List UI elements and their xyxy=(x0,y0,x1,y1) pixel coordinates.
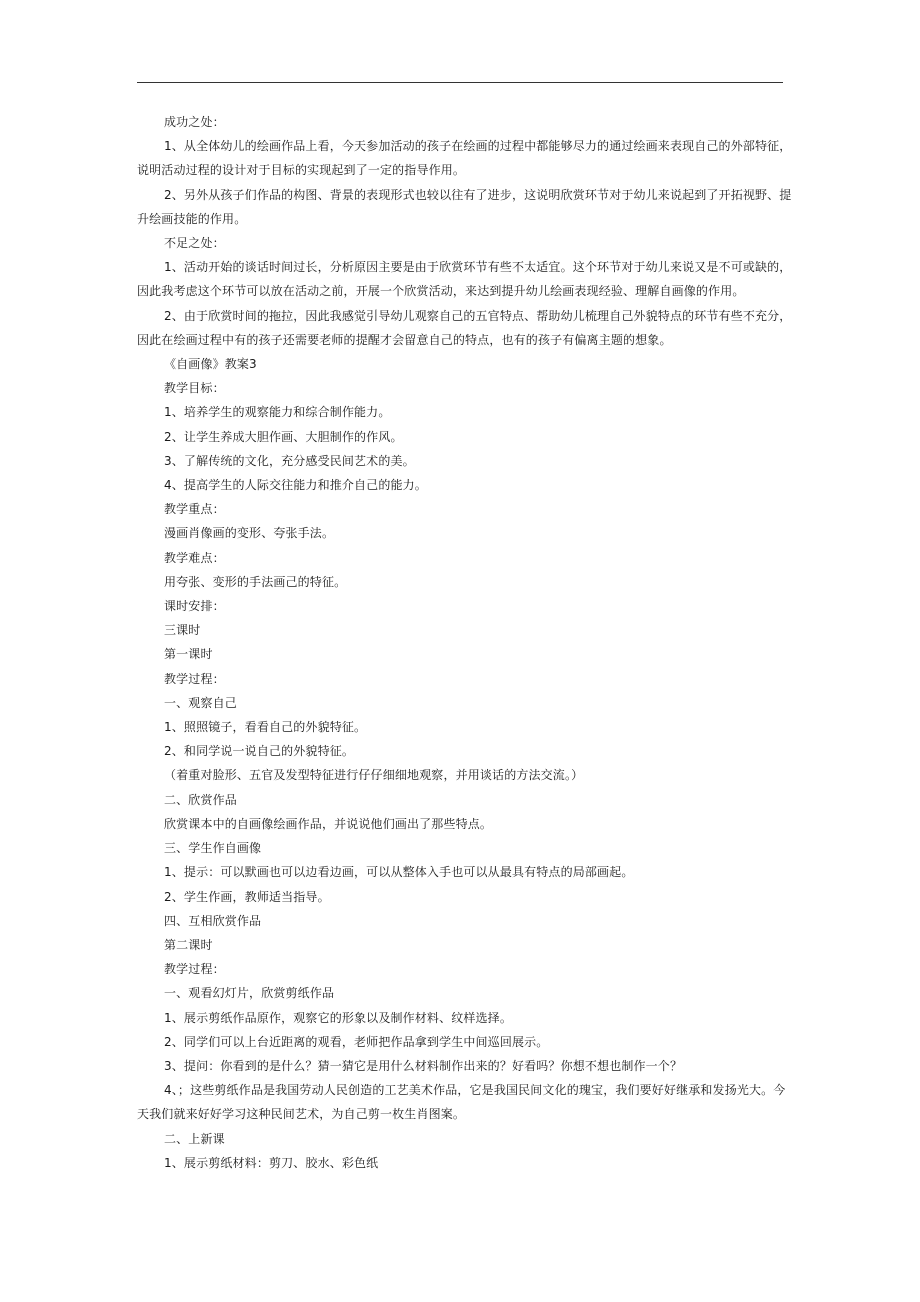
paragraph: 用夸张、变形的手法画己的特征。 xyxy=(164,574,347,589)
paragraph: 成功之处： xyxy=(164,115,225,129)
paragraph: 1、展示剪纸材料：剪刀、胶水、彩色纸 xyxy=(164,1155,379,1170)
paragraph: 教学重点： xyxy=(164,502,225,517)
paragraph: 3、提问：你看到的是什么？猜一猜它是用什么材料制作出来的？好看吗？你想不想也制作一个？ xyxy=(164,1058,683,1073)
header-rule xyxy=(137,82,783,83)
paragraph: 教学过程： xyxy=(164,962,225,977)
paragraph: 1、照照镜子，看看自己的外貌特征。 xyxy=(164,720,367,735)
paragraph: 2、由于欣赏时间的拖拉，因此我感觉引导幼儿观察自己的五官特点、帮助幼儿梳理自己外貌特点的环节有些不充分，因此在绘画过程中有的孩子还需要老师的提醒才会留意自己的特点，也有的孩子有偏离主题的想象。 xyxy=(137,308,792,347)
paragraph: 2、同学们可以上台近距离的观看，老师把作品拿到学生中间巡回展示。 xyxy=(164,1034,549,1049)
paragraph: 课时安排： xyxy=(164,599,225,614)
paragraph: 1、提示：可以默画也可以边看边画，可以从整体入手也可以从最具有特点的局部画起。 xyxy=(164,865,634,880)
paragraph: 四、互相欣赏作品 xyxy=(164,913,262,928)
paragraph: 一、观察自己 xyxy=(164,695,237,710)
paragraph: 三、学生作自画像 xyxy=(164,841,262,856)
paragraph: 教学过程： xyxy=(164,671,225,686)
paragraph: 1、活动开始的谈话时间过长，分析原因主要是由于欣赏环节有些不太适宜。这个环节对于幼儿来说又是不可或缺的，因此我考虑这个环节可以放在活动之前，开展一个欣赏活动，来达到提升幼儿绘画表现经验、理解自画像的作用。 xyxy=(137,260,792,299)
paragraph: 1、培养学生的观察能力和综合制作能力。 xyxy=(164,405,391,420)
paragraph: 不足之处： xyxy=(164,236,225,251)
paragraph: 漫画肖像画的变形、夸张手法。 xyxy=(164,526,335,541)
paragraph: 2、让学生养成大胆作画、大胆制作的作风。 xyxy=(164,429,403,444)
paragraph: 4、提高学生的人际交往能力和推介自己的能力。 xyxy=(164,478,427,493)
paragraph: 三课时 xyxy=(164,623,201,638)
paragraph: 第一课时 xyxy=(164,647,213,662)
paragraph: 1、从全体幼儿的绘画作品上看，今天参加活动的孩子在绘画的过程中都能够尽力的通过绘画来表现自己的外部特征，说明活动过程的设计对于目标的实现起到了一定的指导作用。 xyxy=(137,139,792,178)
paragraph: 欣赏课本中的自画像绘画作品，并说说他们画出了那些特点。 xyxy=(164,816,493,831)
paragraph: 2、学生作画，教师适当指导。 xyxy=(164,889,330,904)
paragraph: 二、欣赏作品 xyxy=(164,792,237,807)
paragraph: 二、上新课 xyxy=(164,1131,225,1146)
paragraph: 1、展示剪纸作品原作，观察它的形象以及制作材料、纹样选择。 xyxy=(164,1010,512,1025)
paragraph: 一、观看幻灯片，欣赏剪纸作品 xyxy=(164,986,335,1001)
paragraph: （着重对脸形、五官及发型特征进行仔仔细细地观察，并用谈话的方法交流。） xyxy=(164,768,584,783)
document-body xyxy=(137,110,793,1175)
paragraph: 教学难点： xyxy=(164,550,225,565)
section-title: 《自画像》教案3 xyxy=(164,357,257,372)
paragraph: 3、了解传统的文化，充分感受民间艺术的美。 xyxy=(164,453,415,468)
paragraph: 第二课时 xyxy=(164,937,213,952)
paragraph: 教学目标： xyxy=(164,381,225,396)
paragraph: 4、；这些剪纸作品是我国劳动人民创造的工艺美术作品，它是我国民间文化的瑰宝，我们要好好继承和发扬光大。今天我们就来好好学习这种民间艺术，为自己剪一枚生肖图案。 xyxy=(137,1083,786,1122)
paragraph: 2、另外从孩子们作品的构图、背景的表现形式也较以往有了进步，这说明欣赏环节对于幼儿来说起到了开拓视野、提升绘画技能的作用。 xyxy=(137,187,792,226)
paragraph: 2、和同学说一说自己的外貌特征。 xyxy=(164,744,355,759)
